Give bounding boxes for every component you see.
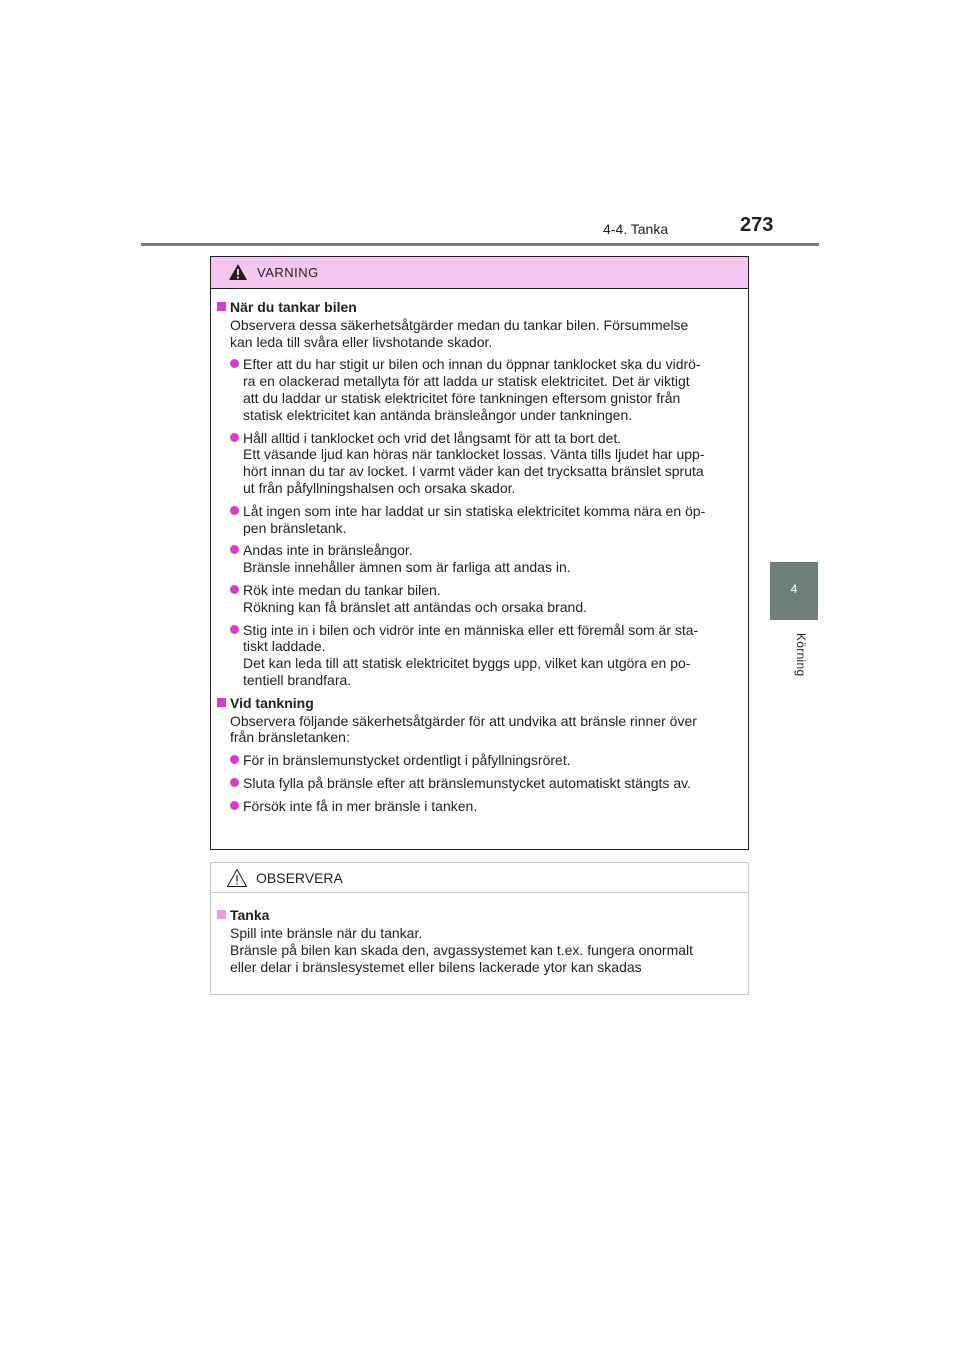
- warning-body: [211, 289, 748, 815]
- section-heading: Vid tankning: [217, 695, 741, 712]
- bullet-dot-icon: [230, 506, 239, 515]
- section-heading: När du tankar bilen: [217, 299, 741, 316]
- bullet-dot-icon: [230, 585, 239, 594]
- warning-title: VARNING: [257, 265, 319, 280]
- warning-box: [210, 256, 749, 850]
- section-heading: Tanka: [217, 907, 741, 924]
- square-bullet-icon: [217, 910, 226, 919]
- notice-header: [211, 863, 748, 893]
- list-item: Stig inte in i bilen och vidrör inte en människa eller ett föremål som är sta- tiskt laddade. Det kan leda till att statisk elektricitet byggs upp, vilket kan utgöra en po- tentiell brandfara.: [230, 622, 741, 689]
- notice-box: [210, 862, 749, 995]
- notice-body: [211, 893, 748, 976]
- caution-triangle-icon: [226, 868, 248, 888]
- list-item: Håll alltid i tanklocket och vrid det långsamt för att ta bort det. Ett väsande ljud kan höras när tanklocket lossas. Vänta tills ljudet har upp- hört innan du tar av locket. I varmt väder kan det trycksatta bränslet spruta ut från påfyllningshalsen och orsaka skador.: [230, 430, 741, 497]
- chapter-label: Körning: [794, 633, 808, 677]
- bullet-dot-icon: [230, 545, 239, 554]
- square-bullet-icon: [217, 302, 226, 311]
- header-rule: [141, 243, 819, 246]
- section-intro: Observera dessa säkerhetsåtgärder medan du tankar bilen. Försummelse kan leda till svåra eller livshotande skador.: [230, 316, 689, 350]
- notice-title: OBSERVERA: [256, 870, 343, 886]
- chapter-number: 4: [790, 582, 798, 596]
- warning-triangle-icon: [228, 263, 248, 281]
- list-item: Andas inte in bränsleångor. Bränsle innehåller ämnen som är farliga att andas in.: [230, 542, 741, 576]
- bullet-dot-icon: [230, 359, 239, 368]
- list-item: Sluta fylla på bränsle efter att bränslemunstycket automatiskt stängts av.: [230, 775, 741, 792]
- section-title: 4-4. Tanka: [603, 221, 669, 237]
- page-number: 273: [740, 214, 774, 236]
- bullet-dot-icon: [230, 625, 239, 634]
- bullet-dot-icon: [230, 755, 239, 764]
- list-item: Låt ingen som inte har laddat ur sin statiska elektricitet komma nära en öp- pen bränsletank.: [230, 503, 741, 537]
- bullet-dot-icon: [230, 801, 239, 810]
- notice-text: Spill inte bränsle när du tankar. Bränsle på bilen kan skada den, avgassystemet kan t.ex. fungera onormalt eller delar i bränslesystemet eller bilens lackerade ytor kan skadas: [230, 925, 694, 975]
- bullet-dot-icon: [230, 433, 239, 442]
- bullet-dot-icon: [230, 778, 239, 787]
- warning-header: [211, 257, 748, 289]
- list-item: För in bränslemunstycket ordentligt i påfyllningsröret.: [230, 752, 741, 769]
- section-intro: Observera följande säkerhetsåtgärder för att undvika att bränsle rinner över från bränsletanken:: [230, 712, 697, 746]
- list-item: Efter att du har stigit ur bilen och innan du öppnar tanklocket ska du vidrö- ra en olackerad metallyta för att ladda ur statisk elektricitet. Det är viktigt att du laddar ur statisk elektricitet före tankningen eftersom gnistor från statisk elektricitet kan antända bränsleångor under tankningen.: [230, 356, 741, 423]
- chapter-tab[interactable]: [770, 562, 818, 620]
- square-bullet-icon: [217, 698, 226, 707]
- list-item: Rök inte medan du tankar bilen. Rökning kan få bränslet att antändas och orsaka brand.: [230, 582, 741, 616]
- list-item: Försök inte få in mer bränsle i tanken.: [230, 798, 741, 815]
